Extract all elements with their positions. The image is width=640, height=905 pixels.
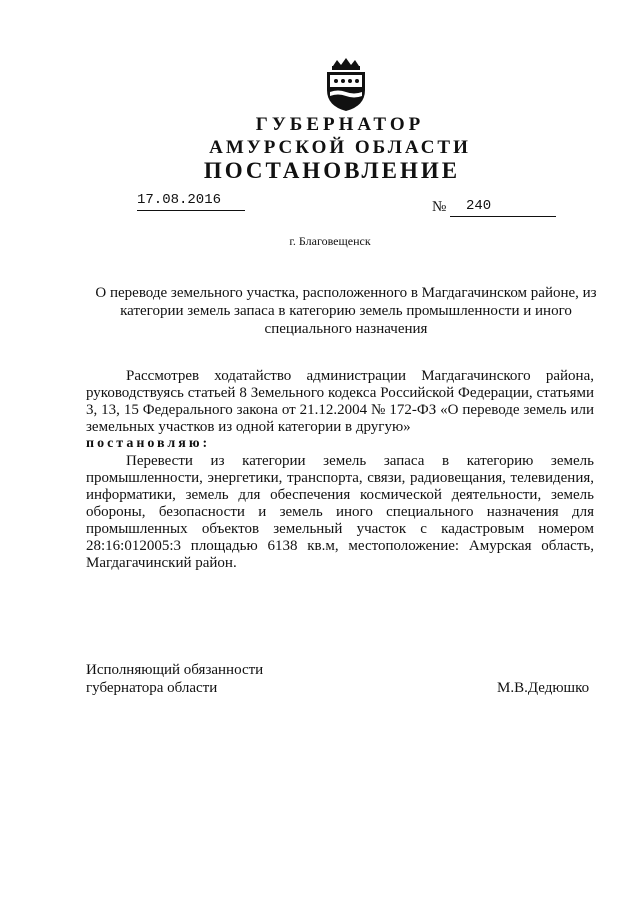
signatory-title: [86, 661, 263, 697]
document-subject: О переводе земельного участка, расположенного в Магдагачинском районе, из категории земель запаса в категорию земель промышленности и иного специального назначения: [95, 285, 597, 337]
signatory-name: М.В.Дедюшко: [497, 680, 590, 696]
signatory-title-line2: губернатора области: [86, 680, 218, 696]
document-number: 240: [450, 198, 556, 217]
preamble-paragraph: Рассмотрев ходатайство администрации Магдагачинского района, руководствуясь статьей 8 Земельного кодекса Российской Федерации, статьями 3, 13, 15 Федерального закона от 21.12.2004 № 172-ФЗ «О переводе земель или земельных участков из одной категории в другую»: [86, 368, 594, 435]
region-heading: АМУРСКОЙ ОБЛАСТИ: [209, 137, 471, 158]
signatory-title-line1: Исполняющий обязанности: [86, 662, 264, 678]
resolution-paragraph: Перевести из категории земель запаса в категорию земель промышленности, энергетики, транспорта, связи, радиовещания, телевидения, информатики, земель для обеспечения космической деятельности, земель обороны, безопасности и земель иного специального назначения для промышленных объектов земельный участок с кадастровым номером 28:16:012005:3 площадью 6138 кв.м, местоположение: Амурская область, Магдагачинский район.: [86, 453, 594, 571]
city: г. Благовещенск: [289, 234, 371, 248]
coat-of-arms-icon: [323, 56, 369, 112]
number-label: №: [432, 199, 447, 215]
governor-heading: ГУБЕРНАТОР: [255, 114, 425, 135]
resolve-word: постановляю:: [86, 436, 211, 451]
document-date: 17.08.2016: [137, 192, 245, 211]
document-type-heading: ПОСТАНОВЛЕНИЕ: [203, 158, 461, 183]
